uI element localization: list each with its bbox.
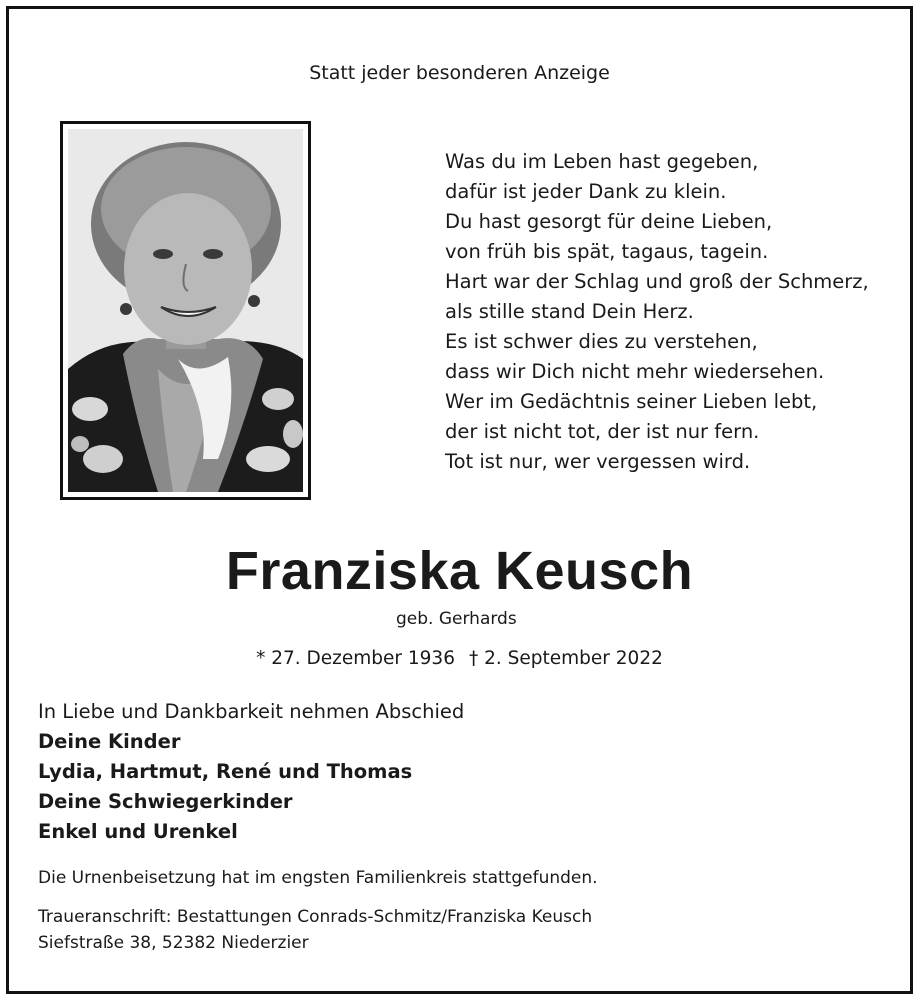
- poem-line: von früh bis spät, tagaus, tagein.: [445, 240, 769, 263]
- death-date: † 2. September 2022: [468, 648, 663, 669]
- address-line: Siefstraße 38, 52382 Niederzier: [38, 933, 309, 953]
- poem-line: Tot ist nur, wer vergessen wird.: [445, 450, 751, 473]
- mourners-line: Deine Schwiegerkinder: [38, 790, 293, 813]
- portrait-image: [68, 129, 303, 492]
- poem-line: dafür ist jeder Dank zu klein.: [445, 180, 727, 203]
- poem-line: Wer im Gedächtnis seiner Lieben lebt,: [445, 390, 818, 413]
- poem-line: Was du im Leben hast gegeben,: [445, 150, 759, 173]
- poem-line: der ist nicht tot, der ist nur fern.: [445, 420, 760, 443]
- poem: [445, 147, 869, 477]
- poem-line: dass wir Dich nicht mehr wiedersehen.: [445, 360, 825, 383]
- notice-header: Statt jeder besonderen Anzeige: [309, 62, 610, 84]
- address-line: Traueranschrift: Bestattungen Conrads-Schmitz/Franziska Keusch: [38, 907, 593, 927]
- poem-line: als stille stand Dein Herz.: [445, 300, 694, 323]
- mourners: [38, 697, 464, 847]
- mourners-intro: In Liebe und Dankbarkeit nehmen Abschied: [38, 700, 465, 723]
- poem-line: Hart war der Schlag und groß der Schmerz,: [445, 270, 869, 293]
- mourning-address: [38, 904, 592, 956]
- birth-date: * 27. Dezember 1936: [256, 648, 455, 669]
- portrait-photo: [60, 121, 311, 500]
- poem-line: Es ist schwer dies zu verstehen,: [445, 330, 758, 353]
- maiden-name: geb. Gerhards: [396, 609, 517, 629]
- mourners-line: Deine Kinder: [38, 730, 181, 753]
- poem-line: Du hast gesorgt für deine Lieben,: [445, 210, 773, 233]
- mourners-line: Enkel und Urenkel: [38, 820, 238, 843]
- deceased-name: Franziska Keusch: [225, 541, 694, 601]
- burial-note: Die Urnenbeisetzung hat im engsten Familienkreis stattgefunden.: [38, 868, 598, 888]
- mourners-line: Lydia, Hartmut, René und Thomas: [38, 760, 413, 783]
- life-dates: [0, 648, 919, 669]
